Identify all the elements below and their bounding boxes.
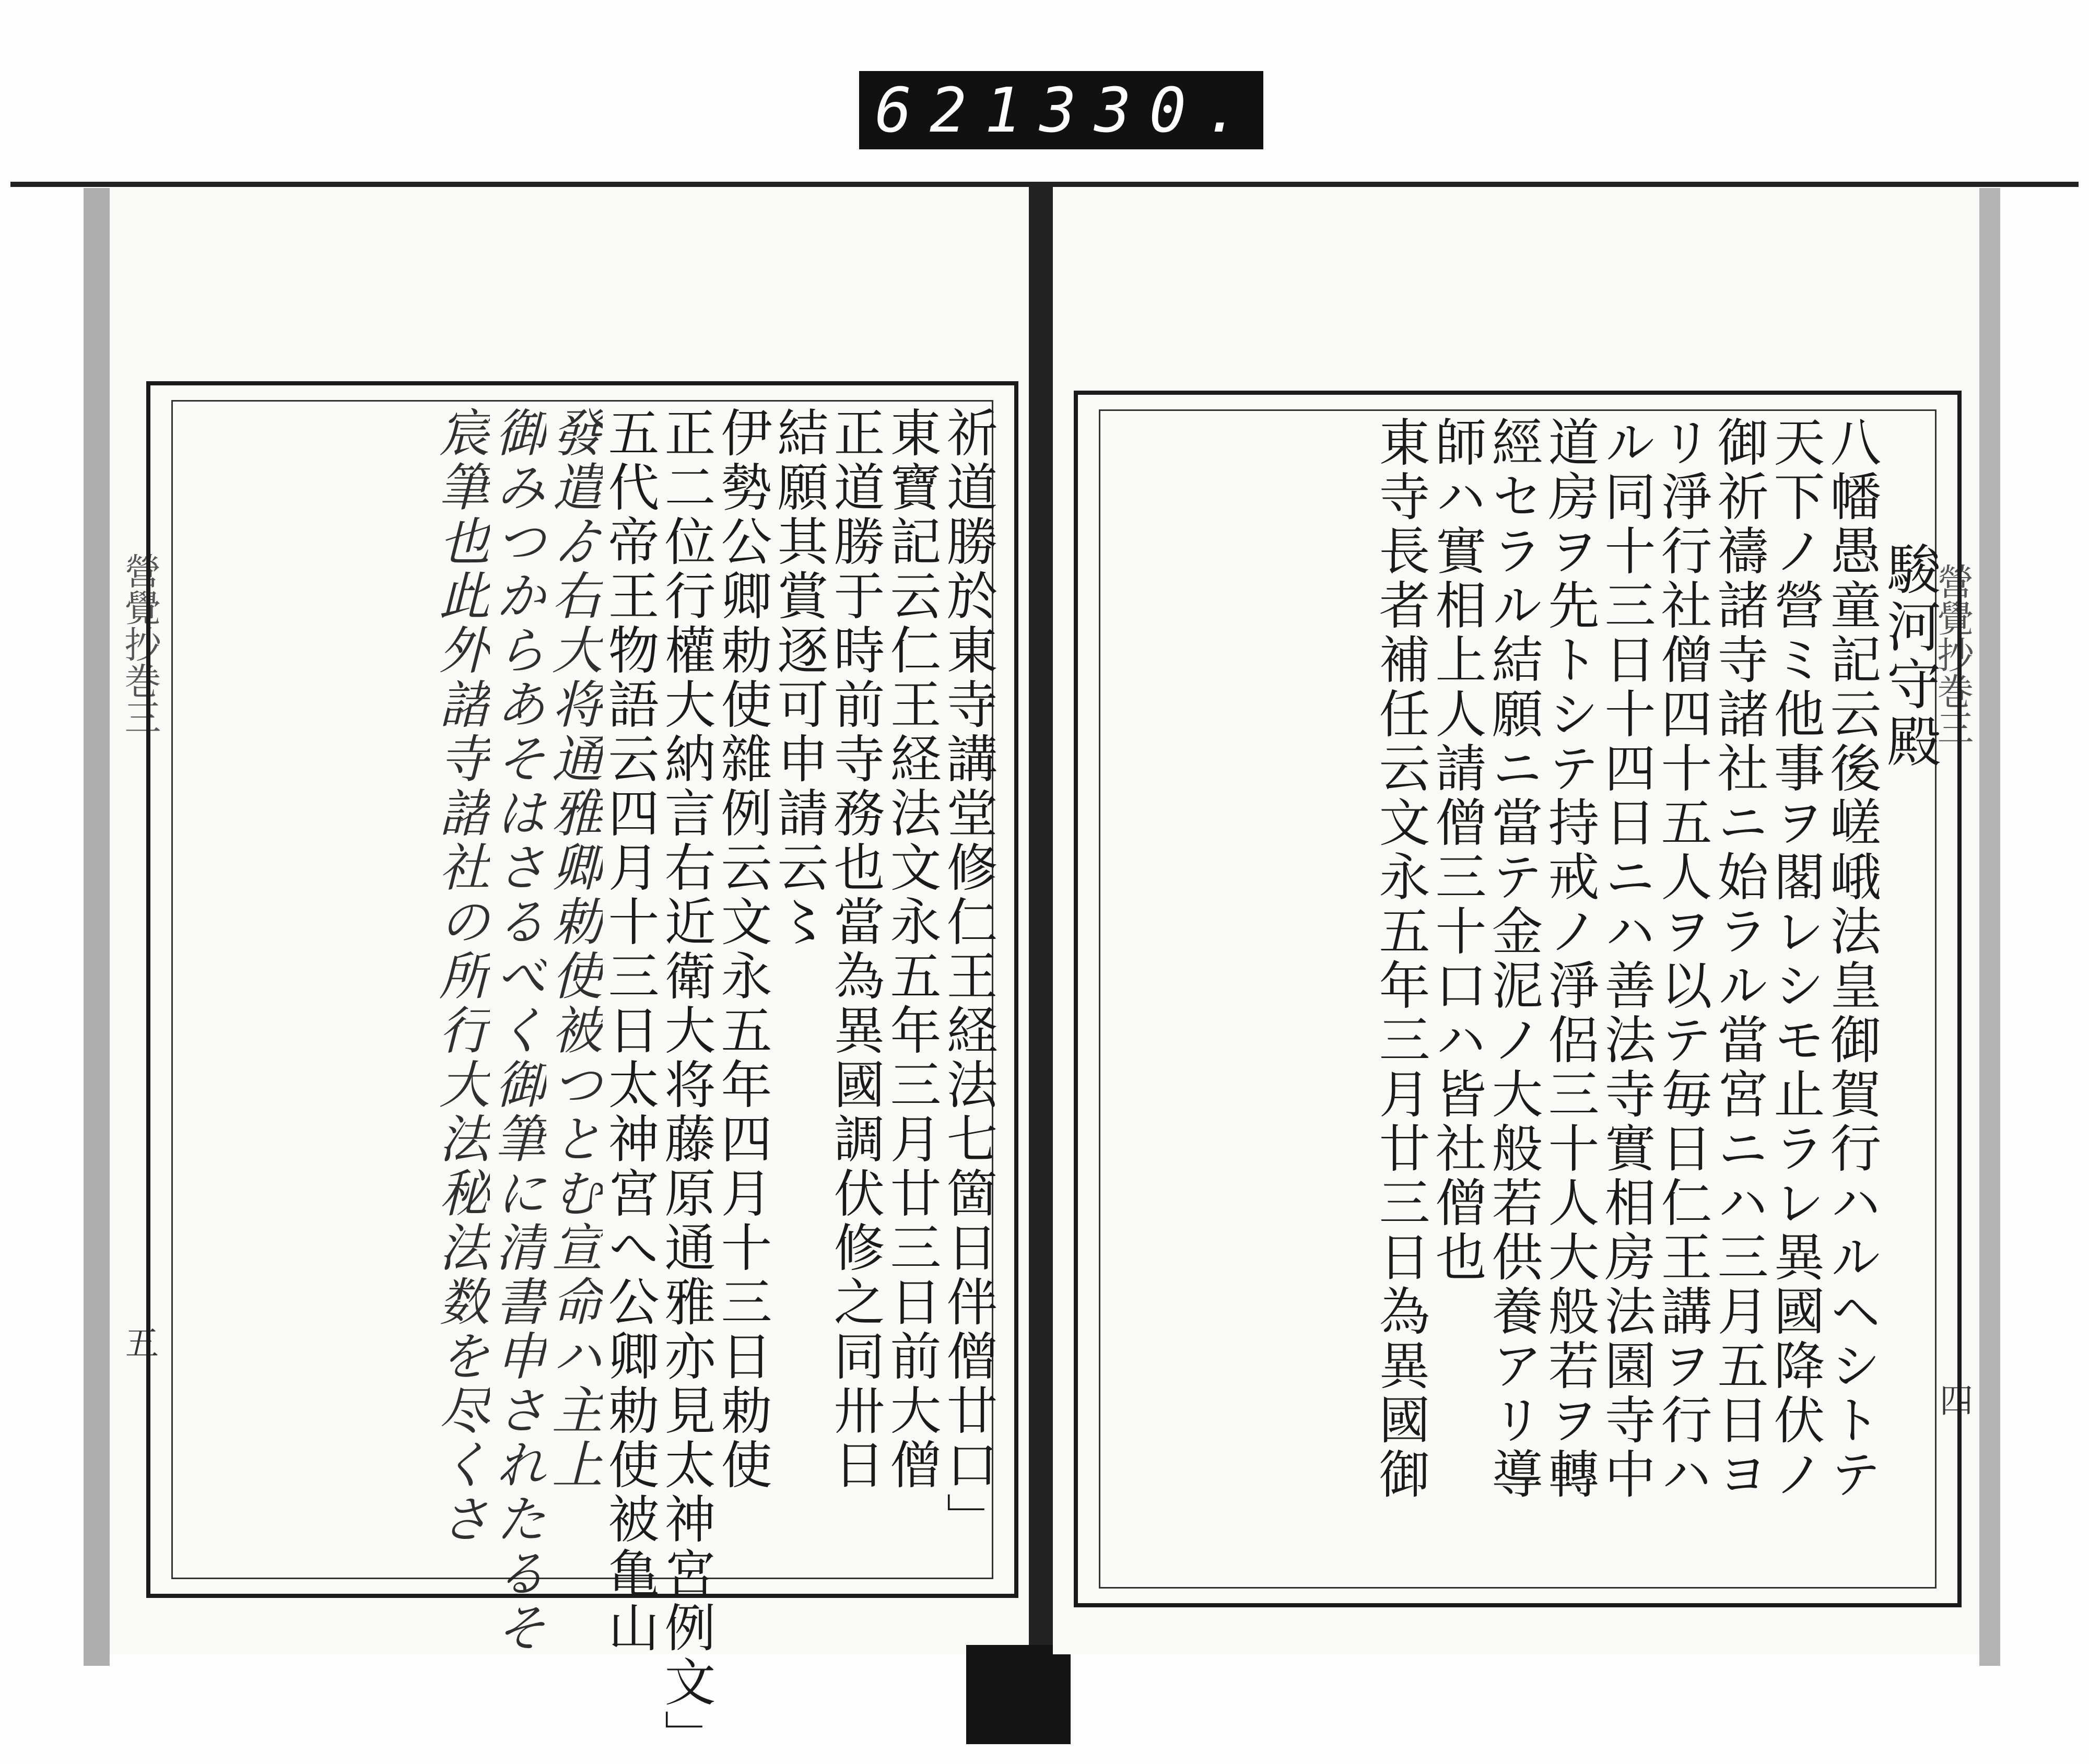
right-col-7: 經セラル結願ニ當テ金泥ノ大般若供養アリ導: [1483, 416, 1543, 1502]
right-page: [1053, 187, 1979, 1654]
book-edge-left: [84, 188, 110, 1666]
right-col-2: 天下ノ營ミ他事ヲ閣レシモ止ラレ異國降伏ノ: [1765, 416, 1825, 1502]
left-col-3: 正道勝于時前寺務也當為異國調伏修之同卅日: [825, 406, 885, 1492]
book-gutter: [1029, 187, 1053, 1654]
right-folio: 四: [1934, 1383, 1973, 1416]
scan-number-label: [859, 71, 1263, 149]
left-text-block: [171, 406, 997, 1764]
left-col-7: 五代帝王物語云四月十三日太神宮へ公卿勅使被亀山: [600, 406, 659, 1655]
book-edge-right: [1979, 188, 2000, 1666]
left-page: [110, 187, 1029, 1764]
right-col-3: 御祈禱諸寺諸社ニ始ラル當宮ニハ三月五日ヨ: [1709, 416, 1768, 1502]
right-col-4: リ淨行社僧四十五人ヲ以テ毎日仁王講ヲ行ハ: [1652, 416, 1712, 1502]
right-col-9: 東寺長者補任云文永五年三月廿三日為異國御: [1370, 416, 1430, 1502]
right-col-6: 道房ヲ先トシテ持戒ノ淨侶三十人大般若ヲ轉: [1540, 416, 1599, 1502]
left-text-frame: [146, 381, 1018, 1764]
right-heading: 駿河守殿: [1877, 541, 1941, 771]
gutter-shadow: [966, 1645, 1071, 1744]
right-col-1: 八幡愚童記云後嵯峨法皇御賀行ハルヘシトテ: [1822, 416, 1881, 1502]
right-margin-title: 營覺抄巻三: [1931, 563, 1974, 746]
scan-number-left: 621: [875, 74, 1040, 146]
left-col-2: 東寶記云仁王経法文永五年三月廿三日前大僧: [882, 406, 941, 1492]
right-text-frame: [1074, 391, 1962, 1607]
right-col-8: 師ハ實相上人請僧三十口ハ皆社僧也: [1427, 416, 1486, 1285]
left-col-10: 宸筆也此外諸寺諸社の所行大法秘法数を尽くさ: [430, 406, 490, 1547]
right-col-5: ル同十三日十四日ニハ善法寺實相房法園寺中: [1596, 416, 1656, 1502]
top-rule: [10, 182, 2079, 187]
left-margin-title: 營覺抄巻三: [119, 552, 161, 735]
left-col-8: 發遣ゟ右大将通雅卿勅使被つとむ宣命ハ主上: [543, 406, 603, 1492]
left-col-4: 結願其賞逐可申請云〻: [769, 406, 828, 949]
scan-number-right: 330.: [1039, 74, 1259, 146]
left-folio: 五: [120, 1325, 158, 1359]
left-col-6: 正二位行權大納言右近衛大将藤原通雅亦見太神宮例文」: [656, 406, 715, 1764]
left-col-1: 祈道勝於東寺講堂修仁王経法七箇日伴僧廿口」: [938, 406, 997, 1547]
left-col-9: 御みつからあそはさるべく御筆に清書申されたるそ: [487, 406, 546, 1655]
left-col-5: 伊勢公卿勅使雜例云文永五年四月十三日勅使: [712, 406, 772, 1492]
right-text-block: [1099, 416, 1941, 1582]
